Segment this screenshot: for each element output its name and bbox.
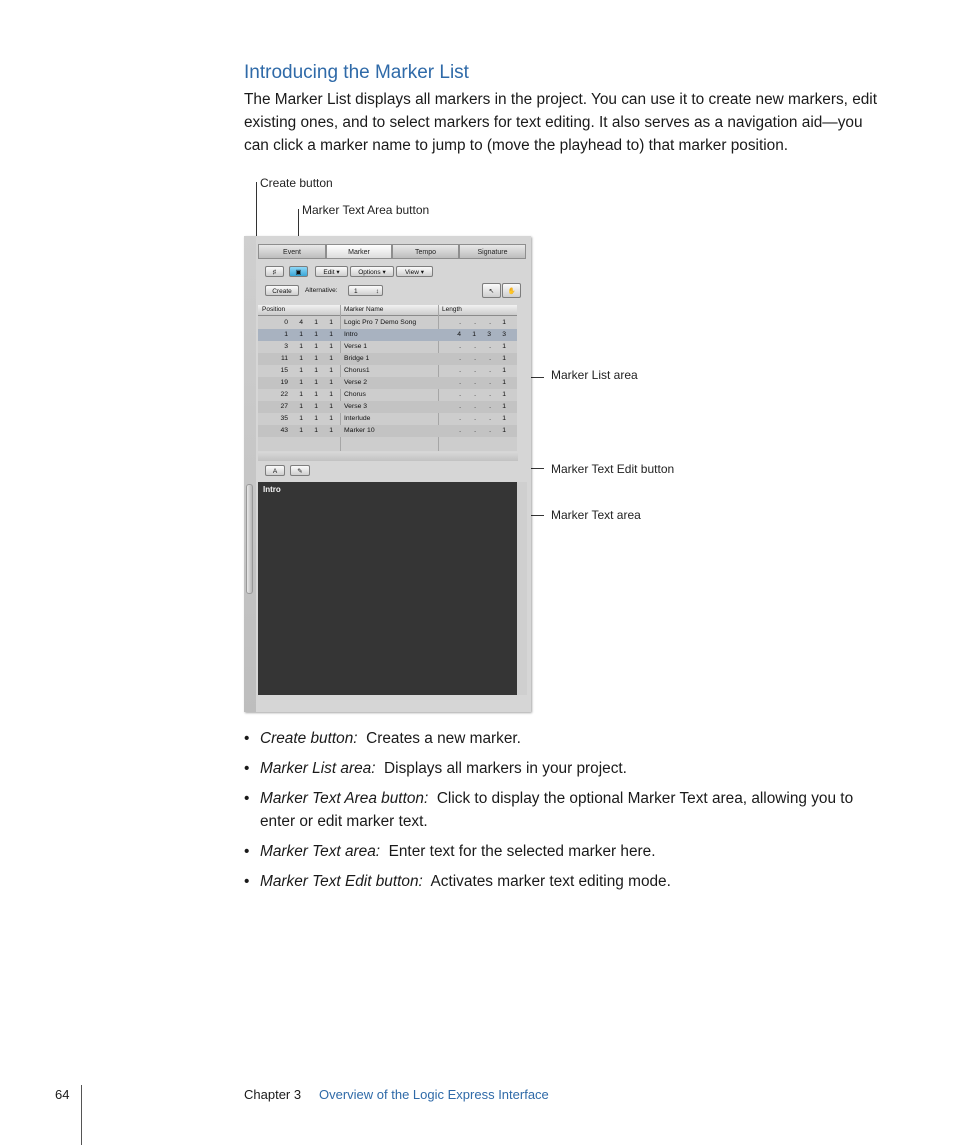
length-cell: .: [489, 403, 491, 410]
table-row[interactable]: [258, 377, 517, 389]
length-cell: 3: [487, 331, 491, 338]
column-length[interactable]: Length: [442, 306, 462, 313]
chapter-label: Chapter 3: [244, 1087, 302, 1102]
footer-rule: [81, 1085, 82, 1145]
bullet-description: Enter text for the selected marker here.: [388, 843, 656, 860]
marker-name-cell[interactable]: Interlude: [344, 415, 371, 422]
bullet-icon: •: [244, 730, 250, 747]
bullet-term: Marker Text Area button:: [260, 790, 429, 807]
table-header: [258, 305, 517, 316]
length-cell: .: [474, 391, 476, 398]
options-menu[interactable]: Options ▾: [350, 266, 394, 277]
marker-name-cell[interactable]: Logic Pro 7 Demo Song: [344, 319, 417, 326]
length-cell: .: [474, 415, 476, 422]
length-cell: .: [459, 343, 461, 350]
table-row[interactable]: [258, 365, 517, 377]
position-cell: 1: [299, 415, 303, 422]
length-cell: .: [489, 355, 491, 362]
callout-marker-text-area: Marker Text area: [551, 508, 641, 522]
bullet-list: [244, 727, 884, 900]
length-cell: .: [459, 403, 461, 410]
marker-name-cell[interactable]: Chorus: [344, 391, 366, 398]
right-scrollbar[interactable]: [517, 482, 527, 695]
callout-marker-text-edit-button: Marker Text Edit button: [551, 462, 675, 476]
alternative-label: Alternative:: [305, 287, 338, 294]
marker-text-area-button[interactable]: ▣: [289, 266, 308, 277]
column-marker-name[interactable]: Marker Name: [344, 306, 384, 313]
position-cell: 3: [284, 343, 288, 350]
position-cell: 1: [329, 367, 333, 374]
bullet-term: Marker Text Edit button:: [260, 873, 423, 890]
length-cell: .: [459, 367, 461, 374]
list-item: [244, 757, 884, 780]
position-cell: 1: [299, 391, 303, 398]
length-cell: .: [474, 427, 476, 434]
position-cell: 1: [299, 379, 303, 386]
length-cell: .: [474, 319, 476, 326]
edit-menu-label: Edit: [323, 269, 335, 276]
position-cell: 1: [329, 391, 333, 398]
bullet-term: Marker Text area:: [260, 843, 381, 860]
view-menu[interactable]: View ▾: [396, 266, 433, 277]
table-row[interactable]: [258, 317, 517, 329]
position-cell: 1: [314, 319, 318, 326]
marker-list-area[interactable]: [258, 305, 517, 451]
bullet-icon: •: [244, 760, 250, 777]
marker-text-area[interactable]: Intro: [258, 482, 517, 695]
chapter-title: Overview of the Logic Express Interface: [319, 1087, 549, 1102]
position-cell: 1: [299, 343, 303, 350]
length-cell: .: [474, 367, 476, 374]
list-item: [244, 870, 884, 893]
bullet-description: Creates a new marker.: [366, 730, 521, 747]
position-cell: 1: [329, 379, 333, 386]
position-cell: 1: [299, 331, 303, 338]
bullet-term: Create button:: [260, 730, 358, 747]
tab-event[interactable]: Event: [258, 244, 326, 259]
marker-name-cell[interactable]: Verse 3: [344, 403, 368, 410]
length-cell: 1: [502, 367, 506, 374]
length-cell: .: [489, 415, 491, 422]
callout-create-button: Create button: [260, 176, 333, 190]
left-scrollbar[interactable]: [246, 484, 253, 594]
length-cell: .: [489, 379, 491, 386]
length-cell: 1: [502, 355, 506, 362]
position-cell: 1: [329, 355, 333, 362]
position-cell: 1: [299, 355, 303, 362]
position-cell: 1: [314, 331, 318, 338]
length-cell: 3: [502, 331, 506, 338]
position-cell: 1: [329, 319, 333, 326]
length-cell: .: [459, 379, 461, 386]
position-cell: 35: [280, 415, 288, 422]
pointer-tool-icon[interactable]: ↖: [482, 283, 501, 298]
bullet-icon: •: [244, 790, 250, 807]
edit-menu[interactable]: Edit ▾: [315, 266, 348, 277]
tab-tempo[interactable]: Tempo: [392, 244, 459, 259]
bullet-term: Marker List area:: [260, 760, 376, 777]
callout-marker-text-area-button: Marker Text Area button: [302, 203, 430, 217]
tab-bar: [258, 244, 526, 259]
position-cell: 1: [329, 343, 333, 350]
table-row[interactable]: [258, 413, 517, 425]
length-cell: .: [489, 343, 491, 350]
length-cell: 1: [502, 319, 506, 326]
position-cell: 1: [314, 403, 318, 410]
table-row[interactable]: [258, 341, 517, 353]
bullet-icon: •: [244, 843, 250, 860]
stepper-icon: ↕: [375, 288, 379, 295]
length-cell: .: [459, 427, 461, 434]
view-menu-label: View: [404, 269, 419, 276]
length-cell: .: [459, 391, 461, 398]
length-cell: .: [489, 367, 491, 374]
position-cell: 1: [314, 391, 318, 398]
tab-signature[interactable]: Signature: [459, 244, 526, 259]
length-cell: .: [474, 343, 476, 350]
font-icon-button[interactable]: A: [265, 465, 285, 476]
position-cell: 1: [329, 403, 333, 410]
bullet-description: Click to display the optional Marker Text area, allowing you to enter or edit marker text.: [260, 790, 854, 830]
table-row[interactable]: [258, 329, 517, 341]
list-item: [244, 787, 884, 833]
length-cell: .: [459, 319, 461, 326]
length-cell: .: [474, 355, 476, 362]
length-cell: 1: [502, 379, 506, 386]
alternative-value: 1: [354, 288, 358, 295]
position-cell: 1: [329, 427, 333, 434]
intro-paragraph: The Marker List displays all markers in the project. You can use it to create new markers, edit existing ones, and to select markers for text editing. It also serves as a navigation aid—you can click a marker name to jump to (move the playhead to) that marker position.: [244, 91, 878, 154]
position-cell: 27: [280, 403, 288, 410]
length-cell: .: [474, 403, 476, 410]
marker-name-cell[interactable]: Verse 2: [344, 379, 368, 386]
length-cell: .: [459, 415, 461, 422]
position-cell: 1: [314, 367, 318, 374]
table-row[interactable]: [258, 353, 517, 365]
section-heading: Introducing the Marker List: [244, 62, 469, 83]
hand-tool-icon[interactable]: ✋: [502, 283, 521, 298]
length-cell: 1: [472, 331, 476, 338]
list-item: [244, 727, 884, 750]
position-cell: 43: [280, 427, 288, 434]
marker-name-cell[interactable]: Chorus1: [344, 367, 370, 374]
position-cell: 1: [299, 403, 303, 410]
tab-marker[interactable]: Marker: [326, 244, 392, 259]
marker-text-edit-button[interactable]: ✎: [290, 465, 310, 476]
table-row[interactable]: [258, 389, 517, 401]
pane-splitter[interactable]: [258, 452, 518, 461]
bullet-description: Activates marker text editing mode.: [430, 873, 671, 890]
position-cell: 1: [314, 343, 318, 350]
length-cell: .: [489, 319, 491, 326]
position-cell: 11: [280, 355, 288, 362]
position-cell: 15: [280, 367, 288, 374]
marker-name-cell[interactable]: Verse 1: [344, 343, 368, 350]
bullet-description: Displays all markers in your project.: [384, 760, 627, 777]
new-marker-icon-button[interactable]: ♯: [265, 266, 284, 277]
position-cell: 1: [314, 415, 318, 422]
marker-name-cell[interactable]: Bridge 1: [344, 355, 370, 362]
length-cell: 1: [502, 391, 506, 398]
position-cell: 1: [314, 379, 318, 386]
alternative-select[interactable]: [348, 285, 383, 296]
position-cell: 4: [299, 319, 303, 326]
marker-name-cell[interactable]: Intro: [344, 331, 358, 338]
length-cell: .: [474, 379, 476, 386]
page-number: 64: [55, 1087, 70, 1102]
left-toolbar-strip: [244, 236, 256, 712]
create-button[interactable]: Create: [265, 285, 299, 296]
length-cell: 1: [502, 427, 506, 434]
bullet-icon: •: [244, 873, 250, 890]
length-cell: .: [489, 427, 491, 434]
column-position[interactable]: Position: [262, 306, 286, 313]
position-cell: 1: [299, 367, 303, 374]
table-row[interactable]: [258, 401, 517, 413]
length-cell: .: [459, 355, 461, 362]
list-item: [244, 840, 884, 863]
length-cell: 1: [502, 343, 506, 350]
length-cell: 4: [457, 331, 461, 338]
callout-marker-list-area: Marker List area: [551, 368, 638, 382]
position-cell: 1: [329, 331, 333, 338]
options-menu-label: Options: [358, 269, 381, 276]
length-cell: 1: [502, 403, 506, 410]
position-cell: 1: [314, 355, 318, 362]
position-cell: 19: [280, 379, 288, 386]
position-cell: 0: [284, 319, 288, 326]
length-cell: 1: [502, 415, 506, 422]
position-cell: 1: [314, 427, 318, 434]
position-cell: 1: [284, 331, 288, 338]
marker-name-cell[interactable]: Marker 10: [344, 427, 375, 434]
length-cell: .: [489, 391, 491, 398]
table-row[interactable]: [258, 425, 517, 437]
position-cell: 1: [329, 415, 333, 422]
position-cell: 22: [280, 391, 288, 398]
position-cell: 1: [299, 427, 303, 434]
